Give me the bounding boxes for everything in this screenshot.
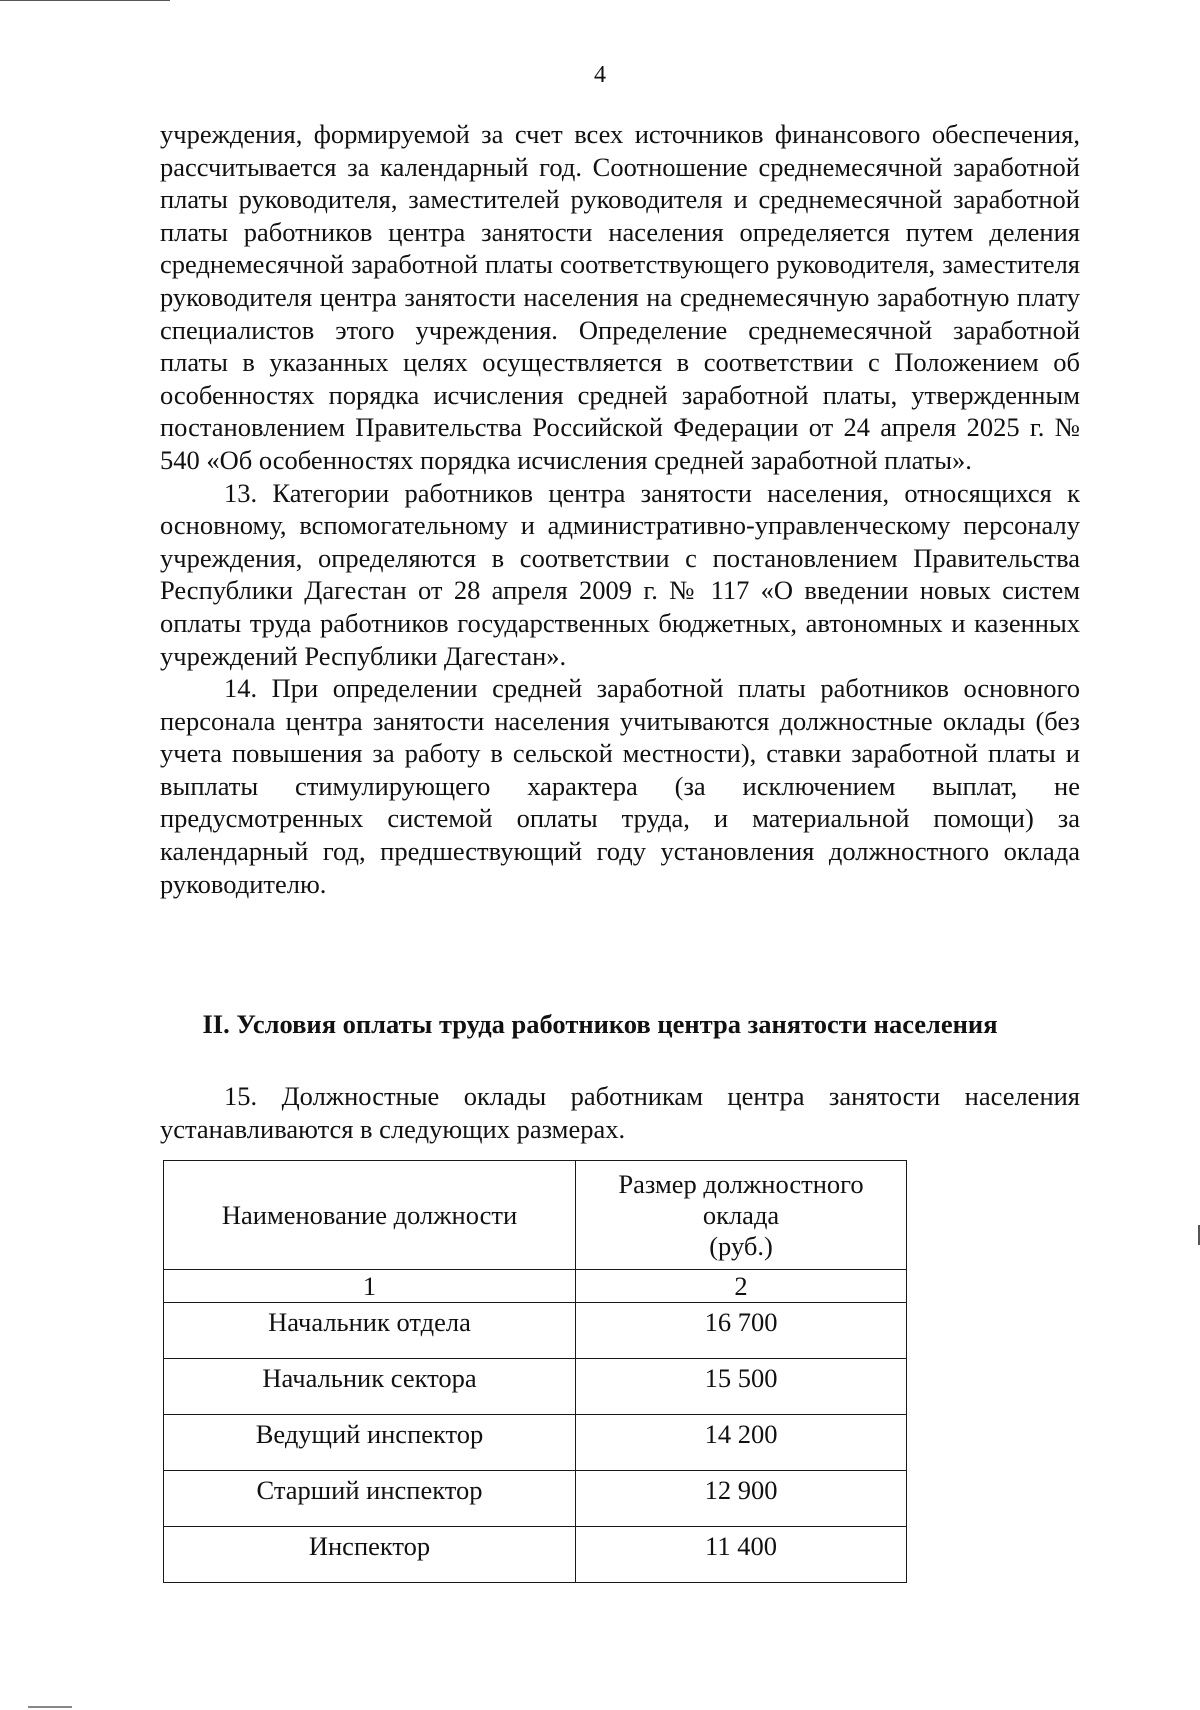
table-row [164,1415,907,1471]
column-number: 1 [164,1270,576,1303]
table-row [164,1303,907,1359]
position-cell: Старший инспектор [164,1471,576,1527]
position-cell: Ведущий инспектор [164,1415,576,1471]
column-number: 2 [576,1270,907,1303]
position-cell: Инспектор [164,1527,576,1583]
body-text [160,118,1080,900]
salary-cell: 14 200 [576,1415,907,1471]
salary-table [163,1160,907,1583]
table-row [164,1471,907,1527]
scan-edge-mark [0,0,170,1]
scan-edge-mark [28,1706,72,1708]
paragraph-15-block [160,1080,1080,1145]
salary-cell: 16 700 [576,1303,907,1359]
salary-cell: 12 900 [576,1471,907,1527]
section-heading: II. Условия оплаты труда работников центра занятости населения [202,1009,998,1039]
table-row [164,1527,907,1583]
salary-cell: 15 500 [576,1359,907,1415]
paragraph-13: 13. Категории работников центра занятости населения, относящихся к основному, вспомогательному и административно-управленческому персоналу учреждения, определяются в соответствии с постановлением Правительства Республики Дагестан от 28 апреля 2009 г. № 117 «О введении новых систем оплаты труда работников государственных бюджетных, автономных и казенных учреждений Республики Дагестан». [160,477,1080,671]
position-cell: Начальник отдела [164,1303,576,1359]
header-salary-line: оклада [702,1199,780,1230]
header-salary-line: (руб.) [709,1230,773,1261]
page-number: 4 [594,62,606,88]
header-position: Наименование должности [164,1161,576,1270]
table-header-row [164,1161,907,1270]
paragraph-15: 15. Должностные оклады работникам центра занятости населения устанавливаются в следующих размерах. [160,1081,1080,1144]
table-index-row [164,1270,907,1303]
position-cell: Начальник сектора [164,1359,576,1415]
header-salary-line: Размер должностного [618,1168,864,1199]
salary-cell: 11 400 [576,1527,907,1583]
header-salary [576,1161,907,1270]
paragraph-14: 14. При определении средней заработной платы работников основного персонала центра занятости населения учитываются должностные оклады (без учета повышения за работу в сельской местности), ставки заработной платы и выплаты стимулирующего характера (за исключением выплат, не предусмотренных системой оплаты труда, и материальной помощи) за календарный год, предшествующий году установления должностного оклада руководителю. [160,673,1080,899]
paragraph-continuation: учреждения, формируемой за счет всех источников финансового обеспечения, рассчитывается за календарный год. Соотношение среднемесячной заработной платы руководителя, заместителей руководителя и среднемесячной заработной платы работников центра занятости населения определяется путем деления среднемесячной заработной платы соответствующего руководителя, заместителя руководителя центра занятости населения на среднемесячную заработную плату специалистов этого учреждения. Определение среднемесячной заработной платы в указанных целях осуществляется в соответствии с Положением об особенностях порядка исчисления средней заработной платы, утвержденным постановлением Правительства Российской Федерации от 24 апреля 2025 г. № 540 «Об особенностях порядка исчисления средней заработной платы». [160,119,1080,475]
table-row [164,1359,907,1415]
